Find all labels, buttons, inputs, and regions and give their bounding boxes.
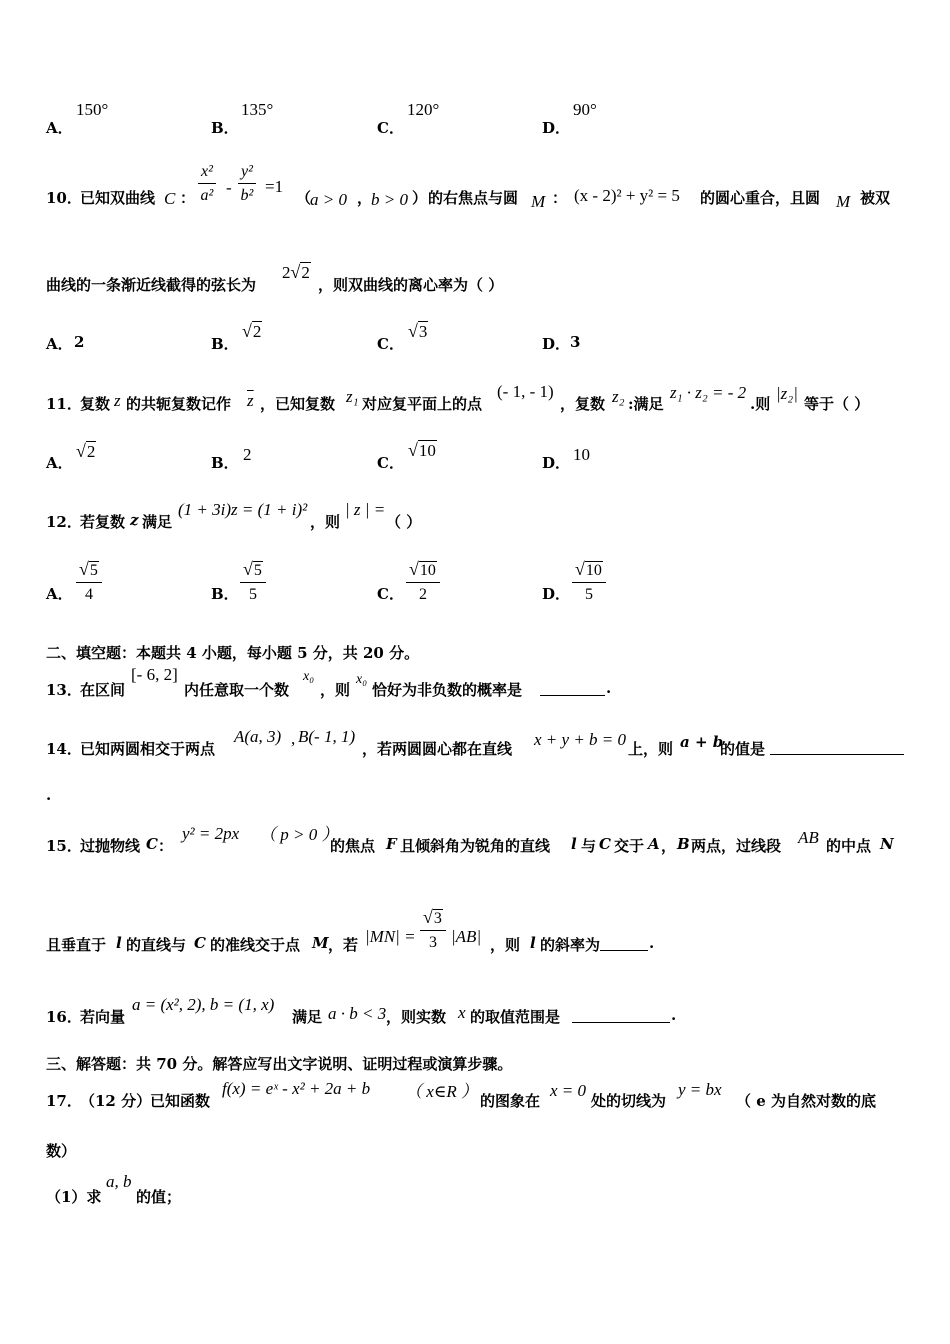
q17-domain: （ x∈R ） bbox=[405, 1082, 479, 1101]
q11-text7: .则 bbox=[750, 395, 771, 413]
q10-equals: =1 bbox=[265, 177, 284, 196]
q10-circle2: M bbox=[836, 192, 851, 211]
q10-text3: 的圆心重合，且圆 bbox=[700, 189, 821, 207]
q15-AB: AB bbox=[798, 828, 819, 847]
q13-text4: 恰好为非负数的概率是 bbox=[372, 681, 523, 699]
q11-option-c-value: √10 bbox=[408, 440, 436, 460]
q15-AB2: |AB| bbox=[451, 927, 482, 946]
q12-text2: 满足 bbox=[142, 513, 173, 531]
q10-cond-sep: ， bbox=[357, 189, 373, 207]
q17-text2: 的图象在 bbox=[480, 1092, 541, 1110]
q15-tail: . bbox=[649, 934, 655, 952]
q12-text3: ，则 bbox=[310, 513, 341, 531]
q9-option-d-value: 90° bbox=[573, 100, 597, 119]
q10-cond-open: （ bbox=[296, 189, 312, 207]
q15-text5: 交于 bbox=[614, 837, 645, 855]
q14-point-a: A(a, 3) bbox=[234, 727, 282, 746]
q12-text4: （ ） bbox=[386, 513, 422, 531]
q16-number: 16． bbox=[46, 1008, 82, 1026]
q15-l: l bbox=[571, 835, 577, 853]
q12-z: z bbox=[130, 511, 139, 529]
q15-C: C bbox=[146, 835, 158, 853]
q15-A: A bbox=[648, 835, 660, 853]
q12-option-b-value: $\frac{√5}{5}$ bbox=[240, 559, 266, 604]
q10-frac-y: $\frac{\text{y²}}{\text{b²}}$ bbox=[238, 163, 256, 205]
q15-text2: 的焦点 bbox=[330, 837, 376, 855]
q10-option-b-label: B． bbox=[211, 335, 239, 353]
q9-option-c-label: C． bbox=[377, 119, 404, 137]
q14-text2: ，若两圆圆心都在直线 bbox=[362, 740, 513, 758]
section-2-heading: 二、填空题：本题共 4 小题，每小题 5 分，共 20 分。 bbox=[46, 644, 420, 662]
q10-circle-eq: (x - 2)² + y² = 5 bbox=[574, 186, 680, 205]
q16-text4: 的取值范围是 bbox=[470, 1008, 561, 1026]
q13-x0b: x₀ bbox=[356, 672, 368, 687]
q16-x: x bbox=[458, 1003, 466, 1022]
q16-text1: 若向量 bbox=[80, 1008, 126, 1026]
q13-interval: [- 6, 2] bbox=[131, 665, 178, 684]
q11-text3: ，已知复数 bbox=[260, 395, 336, 413]
q14-answer-blank bbox=[770, 738, 904, 755]
q10-text4: 被双 bbox=[860, 189, 891, 207]
q9-option-b-label: B． bbox=[211, 119, 239, 137]
q12-text1: 若复数 bbox=[80, 513, 126, 531]
q14-number: 14． bbox=[46, 740, 82, 758]
q15-text3: 且倾斜角为锐角的直线 bbox=[400, 837, 551, 855]
q11-abs: |z₂| bbox=[776, 384, 798, 403]
q11-text1: 复数 bbox=[80, 395, 111, 413]
q11-zbar: $\overline{z}$ bbox=[247, 391, 254, 410]
q10-option-c-value: √3 bbox=[408, 321, 428, 341]
q9-option-c-value: 120° bbox=[407, 100, 440, 119]
q15-M: M bbox=[312, 934, 329, 952]
q15-text4: 与 bbox=[581, 837, 597, 855]
q16-cond: a · b < 3 bbox=[328, 1004, 387, 1023]
q15-C3: C bbox=[194, 934, 206, 952]
q17-sub1-tail: 的值； bbox=[136, 1188, 182, 1206]
q12-equation: (1 + 3i)z = (1 + i)² bbox=[178, 500, 308, 519]
q16-answer-blank bbox=[572, 1006, 670, 1023]
q11-text5: ，复数 bbox=[560, 395, 606, 413]
q10-text1: 已知双曲线 bbox=[80, 189, 156, 207]
q10-cond-close: ） bbox=[412, 189, 428, 207]
q15-B: B bbox=[677, 835, 690, 853]
q15-text7: 的中点 bbox=[826, 837, 872, 855]
q14-line-eq: x + y + b = 0 bbox=[534, 730, 627, 749]
q15-text6: 两点，过线段 bbox=[691, 837, 782, 855]
q15-colon: ： bbox=[158, 837, 174, 855]
q10-curve: C bbox=[164, 189, 176, 208]
q17-number: 17． bbox=[46, 1092, 82, 1110]
q15-l3: l bbox=[530, 934, 536, 952]
q12-option-a-value: $\frac{√5}{4}$ bbox=[76, 559, 102, 604]
q17-func: f(x) = eˣ - x² + 2a + b bbox=[222, 1079, 371, 1098]
q12-abs: | z | = bbox=[345, 500, 386, 519]
q15-cond: （ p > 0 ） bbox=[259, 825, 339, 844]
q17-text4: （ e 为自然对数的底 bbox=[736, 1092, 876, 1110]
q14-tail: . bbox=[46, 786, 52, 804]
q14-text4: 的值是 bbox=[720, 740, 766, 758]
q16-text3: ，则实数 bbox=[386, 1008, 447, 1026]
q11-option-d-value: 10 bbox=[573, 445, 590, 464]
q10-option-c-label: C． bbox=[377, 335, 404, 353]
q10-frac-x: $\frac{\text{x²}}{\text{a²}}$ bbox=[198, 163, 216, 205]
q11-point: (- 1, - 1) bbox=[497, 382, 554, 401]
q13-answer-blank bbox=[540, 679, 605, 696]
q10-cond-b: b > 0 bbox=[371, 190, 408, 209]
q15-MN: |MN| = bbox=[365, 927, 416, 946]
q11-option-b-label: B． bbox=[211, 454, 239, 472]
q10-colon2: ： bbox=[552, 189, 568, 207]
q13-x0: x₀ bbox=[303, 669, 315, 684]
q11-text8: 等于（ ） bbox=[804, 395, 870, 413]
q15-parabola: y² = 2px bbox=[182, 824, 240, 843]
q10-colon: ： bbox=[180, 189, 196, 207]
q11-z1: z₁ bbox=[346, 387, 359, 406]
section-3-heading: 三、解答题：共 70 分。解答应写出文字说明、证明过程或演算步骤。 bbox=[46, 1055, 513, 1073]
q15-sep: ， bbox=[661, 837, 677, 855]
q12-option-d-value: $\frac{√10}{5}$ bbox=[572, 559, 606, 604]
q10-chord: 2√2 bbox=[282, 262, 310, 282]
q10-line2-tail: ，则双曲线的离心率为（ ） bbox=[318, 276, 504, 294]
q17-sub1-label: （1）求 bbox=[46, 1188, 102, 1206]
q10-minus: - bbox=[226, 178, 232, 197]
q14-expr: a + b bbox=[680, 733, 724, 751]
q16-vectors: a = (x², 2), b = (1, x) bbox=[132, 995, 275, 1014]
q11-option-d-label: D． bbox=[542, 454, 571, 472]
q11-option-b-value: 2 bbox=[243, 445, 252, 464]
q15-l2: l bbox=[116, 934, 122, 952]
q9-option-a-label: A． bbox=[46, 119, 73, 137]
q15-fraction: $\frac{√3}{3}$ bbox=[420, 907, 446, 952]
q15-N: N bbox=[880, 835, 894, 853]
q12-option-d-label: D． bbox=[542, 585, 571, 603]
q9-option-b-value: 135° bbox=[241, 100, 274, 119]
q10-cond-a: a > 0 bbox=[310, 190, 347, 209]
q10-option-d-label: D． bbox=[542, 335, 571, 353]
q13-text1: 在区间 bbox=[80, 681, 126, 699]
q14-text1: 已知两圆相交于两点 bbox=[80, 740, 216, 758]
q10-option-a-label: A． bbox=[46, 335, 73, 353]
q15-line2-text3: 的准线交于点 bbox=[210, 936, 301, 954]
q10-option-a-value: 2 bbox=[74, 333, 85, 351]
q11-z: z bbox=[114, 391, 121, 410]
q10-text2: 的右焦点与圆 bbox=[428, 189, 519, 207]
q15-line2-text1: 且垂直于 bbox=[46, 936, 107, 954]
q15-line2-text5: ，则 bbox=[490, 936, 521, 954]
q9-option-d-label: D． bbox=[542, 119, 571, 137]
q9-option-a-value: 150° bbox=[76, 100, 109, 119]
q10-option-d-value: 3 bbox=[570, 333, 581, 351]
q12-number: 12． bbox=[46, 513, 82, 531]
q15-line2-text2: 的直线与 bbox=[126, 936, 187, 954]
q10-circle: M bbox=[531, 192, 546, 211]
q15-line2-text4: ，若 bbox=[328, 936, 359, 954]
q11-relation: z₁ · z₂ = - 2 bbox=[670, 383, 747, 402]
q12-option-c-label: C． bbox=[377, 585, 404, 603]
q11-option-a-value: √2 bbox=[76, 441, 96, 461]
q11-option-a-label: A． bbox=[46, 454, 73, 472]
q15-answer-blank bbox=[600, 934, 648, 951]
q12-option-c-value: $\frac{√10}{2}$ bbox=[406, 559, 440, 604]
q10-number: 10． bbox=[46, 189, 82, 207]
q17-text3: 处的切线为 bbox=[591, 1092, 667, 1110]
q13-text2: 内任意取一个数 bbox=[184, 681, 290, 699]
q17-sub1-vars: a, b bbox=[106, 1172, 132, 1191]
q13-number: 13． bbox=[46, 681, 82, 699]
q13-tail: . bbox=[606, 679, 612, 697]
q14-comma: , bbox=[291, 729, 296, 748]
q15-text1: 过抛物线 bbox=[80, 837, 141, 855]
q10-option-b-value: √2 bbox=[242, 321, 262, 341]
q11-text4: 对应复平面上的点 bbox=[362, 395, 483, 413]
q12-option-b-label: B． bbox=[211, 585, 239, 603]
q17-at: x = 0 bbox=[550, 1081, 587, 1100]
q14-text3: 上，则 bbox=[628, 740, 674, 758]
q16-text2: 满足 bbox=[292, 1008, 323, 1026]
q16-tail: . bbox=[671, 1006, 677, 1024]
q12-option-a-label: A． bbox=[46, 585, 73, 603]
q17-text1: 已知函数 bbox=[150, 1092, 211, 1110]
q14-point-b: B(- 1, 1) bbox=[298, 727, 356, 746]
q17-line2: 数） bbox=[46, 1142, 77, 1160]
q11-option-c-label: C． bbox=[377, 454, 404, 472]
q11-number: 11． bbox=[46, 395, 82, 413]
q11-text6: :满足 bbox=[628, 395, 664, 413]
q17-tangent: y = bx bbox=[678, 1080, 722, 1099]
q15-line2-text6: 的斜率为 bbox=[540, 936, 601, 954]
q13-text3: ，则 bbox=[320, 681, 351, 699]
q15-number: 15． bbox=[46, 837, 82, 855]
q11-text2: 的共轭复数记作 bbox=[126, 395, 232, 413]
q11-z2: z₂ bbox=[612, 387, 625, 406]
q15-F: F bbox=[386, 835, 397, 853]
q10-line2-text: 曲线的一条渐近线截得的弦长为 bbox=[46, 276, 257, 294]
q17-score: （12 分） bbox=[80, 1092, 152, 1110]
q15-C2: C bbox=[599, 835, 611, 853]
